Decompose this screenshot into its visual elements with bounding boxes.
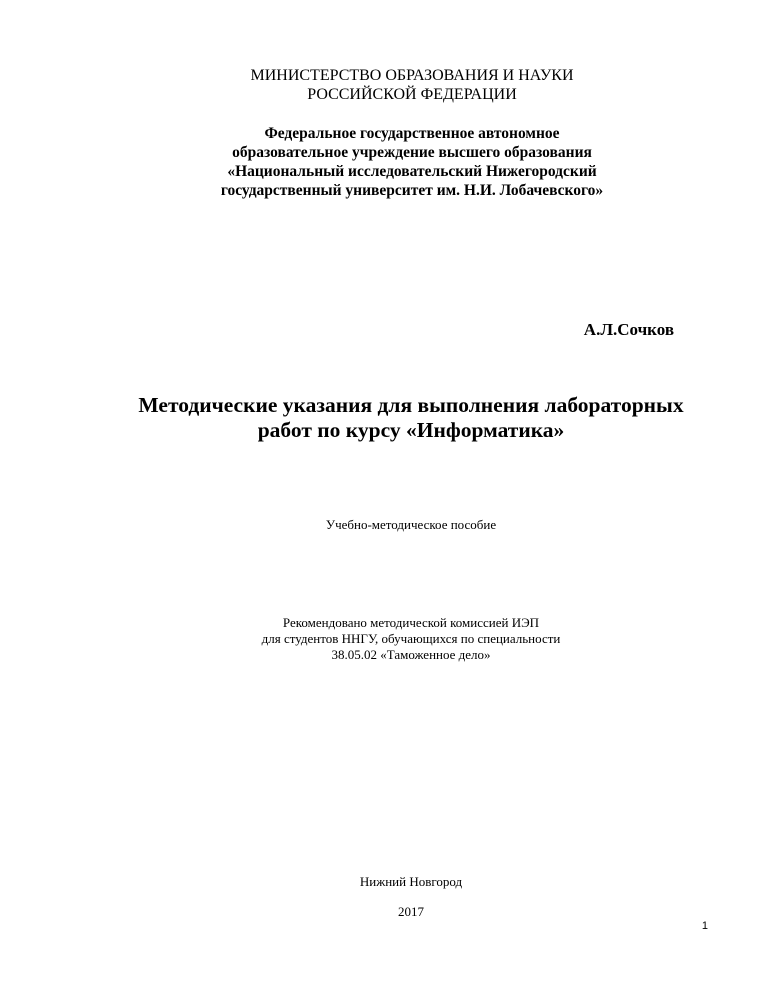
title-line-2: работ по курсу «Информатика» bbox=[257, 418, 565, 442]
document-type: Учебно-методическое пособие bbox=[325, 517, 497, 532]
institution-heading bbox=[28, 124, 768, 200]
recommendation-note bbox=[27, 615, 768, 663]
institution-line-1: Федеральное государственное автономное bbox=[264, 125, 560, 142]
publication-city: Нижний Новгород bbox=[359, 874, 463, 889]
institution-line-2: образовательное учреждение высшего образования bbox=[232, 144, 592, 161]
page-number: 1 bbox=[701, 920, 708, 932]
institution-line-3: «Национальный исследовательский Нижегородский bbox=[227, 163, 597, 180]
recommendation-line-3: 38.05.02 «Таможенное дело» bbox=[331, 647, 491, 662]
author-name: А.Л.Сочков bbox=[583, 320, 674, 339]
ministry-line-1: МИНИСТЕРСТВО ОБРАЗОВАНИЯ И НАУКИ bbox=[250, 67, 574, 84]
publication-year: 2017 bbox=[398, 904, 424, 919]
ministry-line-2: РОССИЙСКОЙ ФЕДЕРАЦИИ bbox=[307, 86, 517, 103]
document-title bbox=[27, 393, 768, 443]
ministry-heading bbox=[28, 66, 768, 104]
recommendation-line-2: для студентов ННГУ, обучающихся по специальности bbox=[261, 631, 561, 646]
title-line-1: Методические указания для выполнения лабораторных bbox=[138, 393, 684, 417]
institution-line-4: государственный университет им. Н.И. Лобачевского» bbox=[220, 182, 604, 199]
recommendation-line-1: Рекомендовано методической комиссией ИЭП bbox=[282, 615, 540, 630]
